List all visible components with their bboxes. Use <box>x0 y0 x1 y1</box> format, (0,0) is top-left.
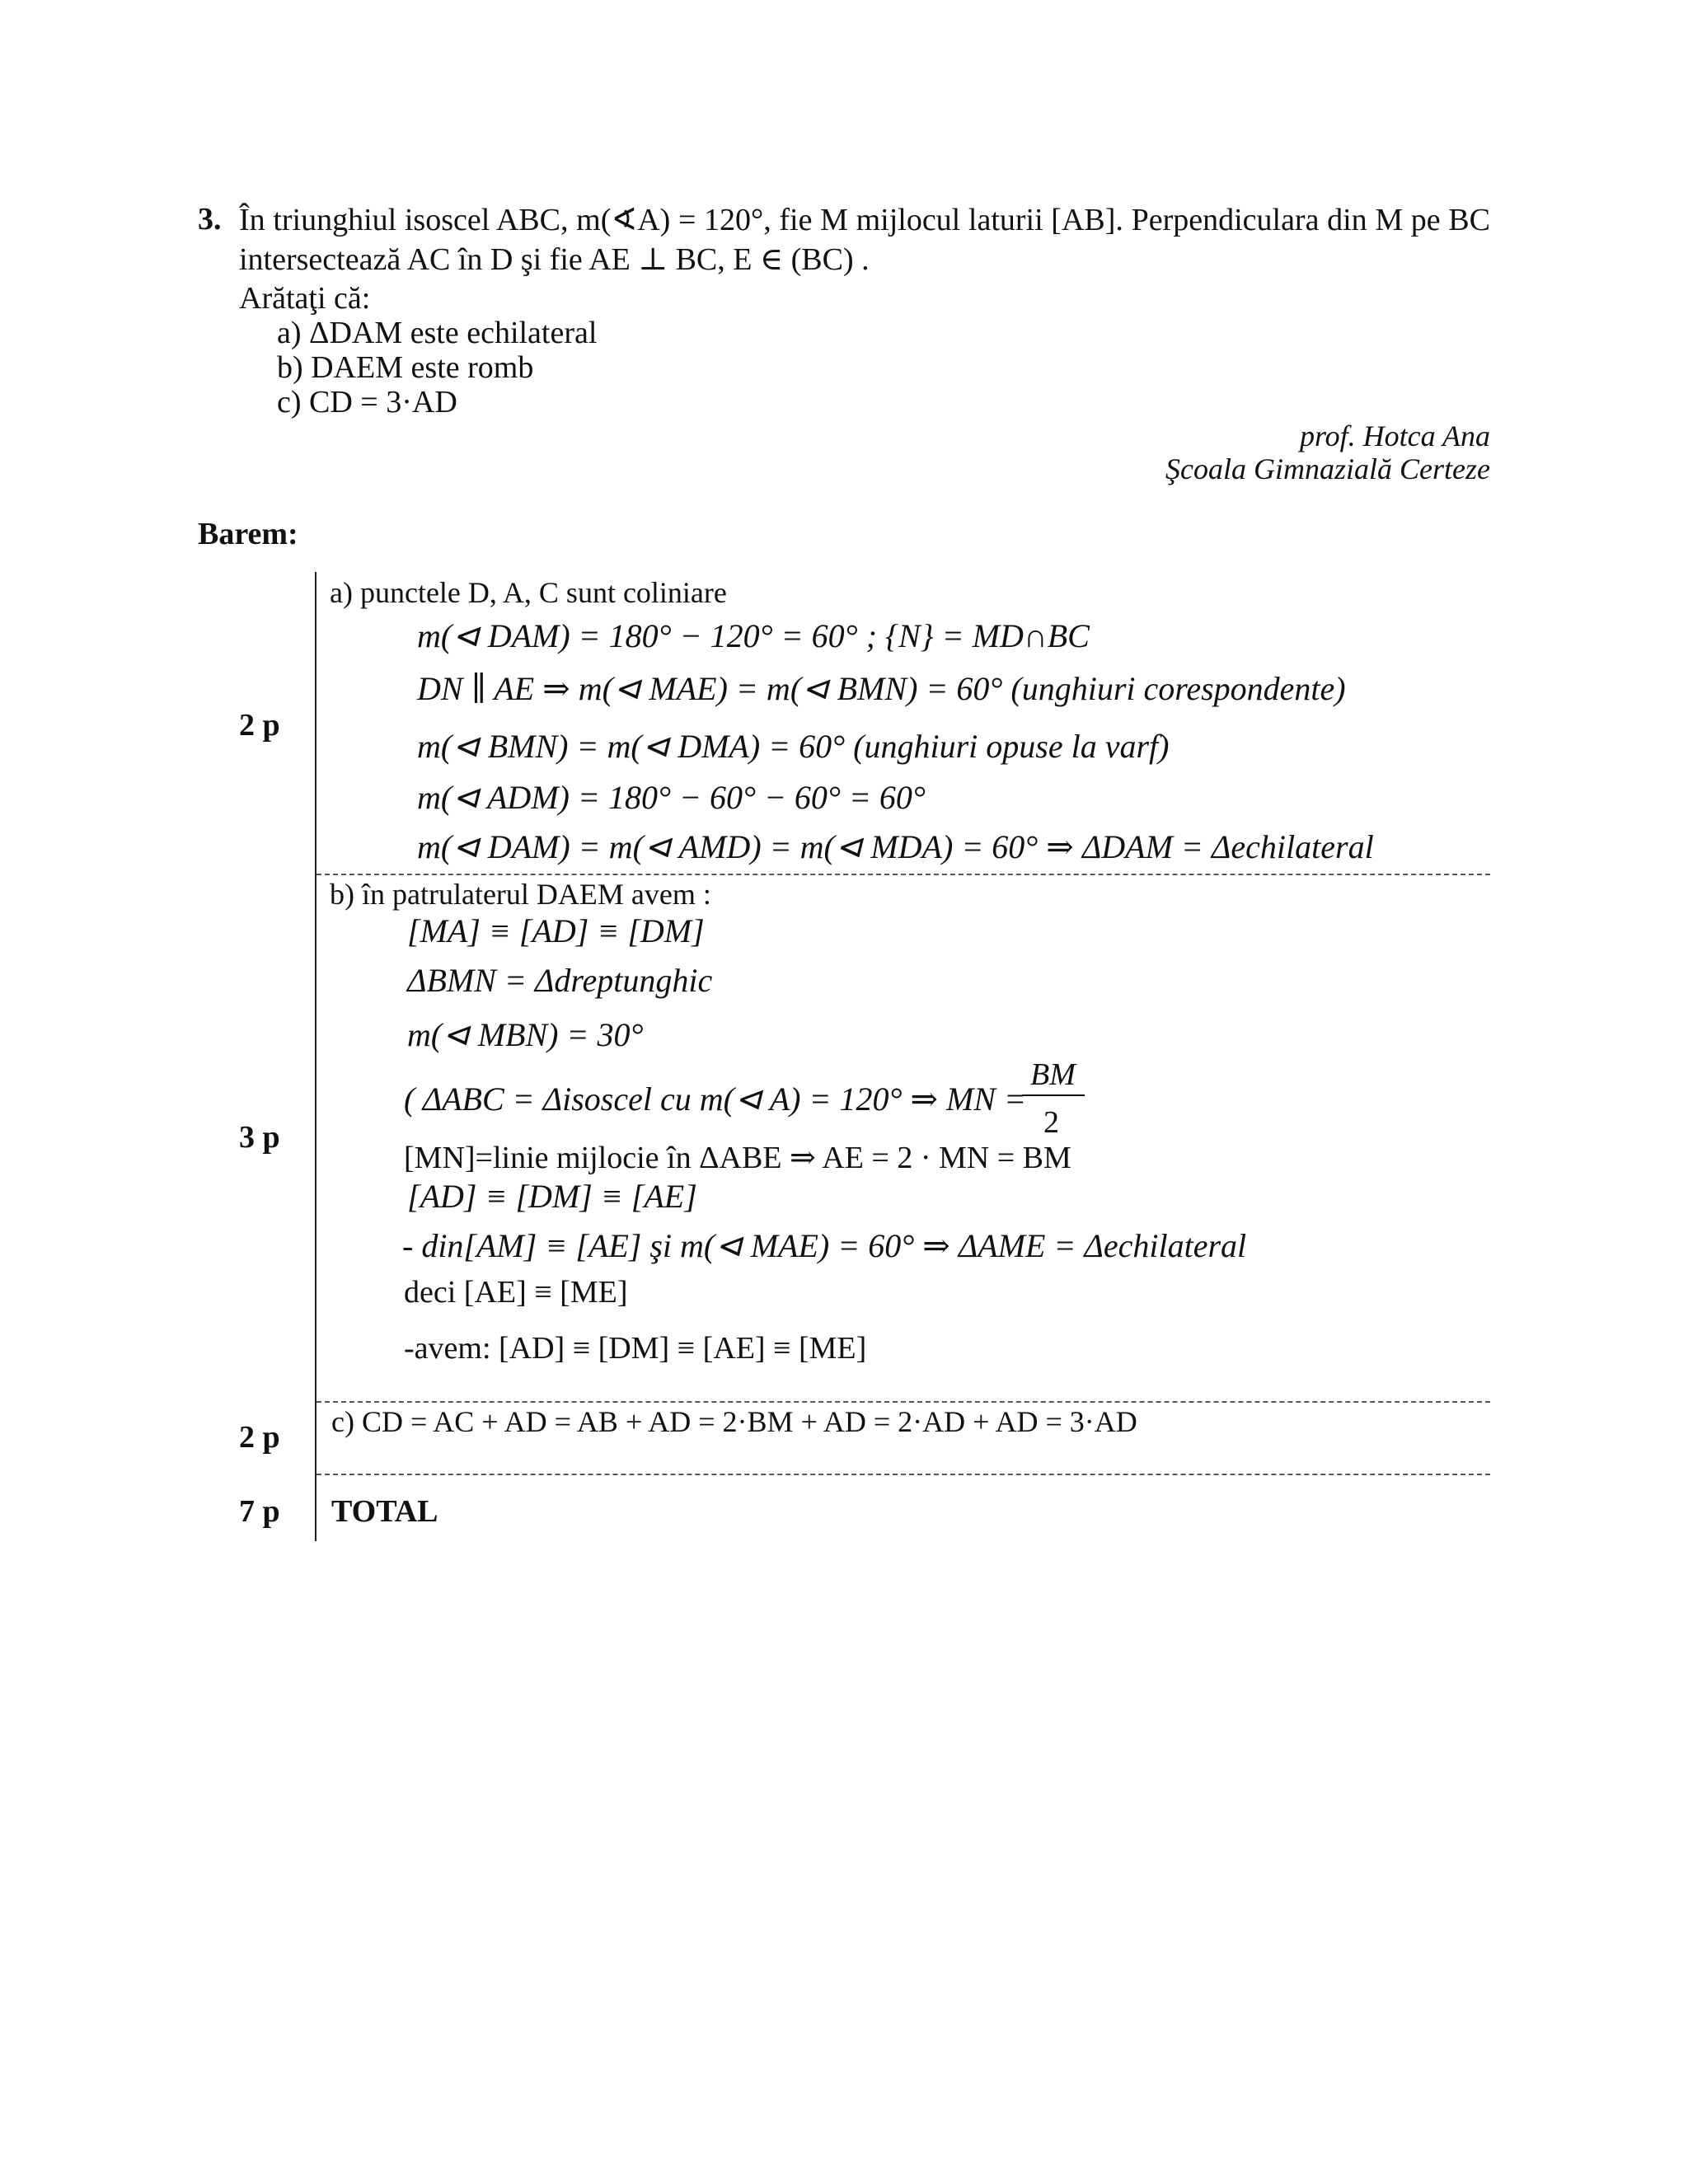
part-a-intro: a) punctele D, A, C sunt coliniare <box>330 576 727 609</box>
points-b: 3 p <box>239 1120 280 1155</box>
author-school: Şcoala Gimnazială Certeze <box>1165 452 1490 485</box>
barem-heading: Barem: <box>198 517 298 551</box>
problem-number: 3. <box>198 202 222 237</box>
part-b-line-5: [MN]=linie mijlocie în ΔABE ⇒ AE = 2 · MN = BM <box>404 1141 1071 1175</box>
author-name: prof. Hotca Ana <box>1300 419 1490 452</box>
part-b-line-8: deci [AE] ≡ [ME] <box>404 1275 628 1310</box>
row-divider-a-b <box>316 874 1490 875</box>
part-b-intro: b) în patrulaterul DAEM avem : <box>330 878 711 911</box>
total-label: TOTAL <box>331 1494 438 1529</box>
points-total: 7 p <box>239 1494 280 1529</box>
table-vertical-rule <box>315 572 316 1541</box>
part-a-line-5: m(⊲ DAM) = m(⊲ AMD) = m(⊲ MDA) = 60° ⇒ ΔDAM = Δechilateral <box>417 828 1374 865</box>
row-divider-b-c <box>316 1401 1490 1403</box>
part-b-line-2: ΔBMN = Δdreptunghic <box>407 962 713 999</box>
part-a-line-4: m(⊲ ADM) = 180° − 60° − 60° = 60° <box>417 779 926 816</box>
part-b-line-4: ( ΔABC = Δisoscel cu m(⊲ A) = 120° ⇒ MN = <box>404 1080 1026 1118</box>
part-a-line-1: m(⊲ DAM) = 180° − 120° = 60° ; {N} = MD∩BC <box>417 617 1090 654</box>
fraction-bar <box>1022 1094 1085 1096</box>
part-c-text: c) CD = AC + AD = AB + AD = 2·BM + AD = 2·AD + AD = 3·AD <box>331 1405 1137 1438</box>
part-b-line-6: [AD] ≡ [DM] ≡ [AE] <box>407 1178 697 1215</box>
part-b-line-3: m(⊲ MBN) = 30° <box>407 1016 644 1053</box>
problem-prompt: Arătaţi că: <box>239 281 371 316</box>
points-c: 2 p <box>239 1420 280 1455</box>
part-b-line-1: [MA] ≡ [AD] ≡ [DM] <box>407 912 705 949</box>
part-a-line-3: m(⊲ BMN) = m(⊲ DMA) = 60° (unghiuri opuse la varf) <box>417 728 1170 765</box>
part-b-line-9: -avem: [AD] ≡ [DM] ≡ [AE] ≡ [ME] <box>404 1331 867 1366</box>
points-a: 2 p <box>239 708 280 743</box>
problem-item-b: b) DAEM este romb <box>277 350 534 385</box>
problem-line-2: intersectează AC în D şi fie AE ⊥ BC, E ∈ (BC) . <box>239 242 870 277</box>
fraction-denominator: 2 <box>1043 1105 1059 1140</box>
part-b-line-7: - din[AM] ≡ [AE] şi m(⊲ MAE) = 60° ⇒ ΔAME = Δechilateral <box>402 1227 1247 1264</box>
row-divider-c-total <box>316 1474 1490 1475</box>
problem-item-a: a) ΔDAM este echilateral <box>277 316 598 350</box>
problem-line-1: În triunghiul isoscel ABC, m(∢A) = 120°, fie M mijlocul laturii [AB]. Perpendiculara din M pe BC <box>239 203 1490 237</box>
fraction-numerator: BM <box>1030 1057 1076 1092</box>
problem-item-c: c) CD = 3·AD <box>277 385 457 419</box>
part-a-line-2: DN ∥ AE ⇒ m(⊲ MAE) = m(⊲ BMN) = 60° (unghiuri corespondente) <box>417 670 1346 707</box>
